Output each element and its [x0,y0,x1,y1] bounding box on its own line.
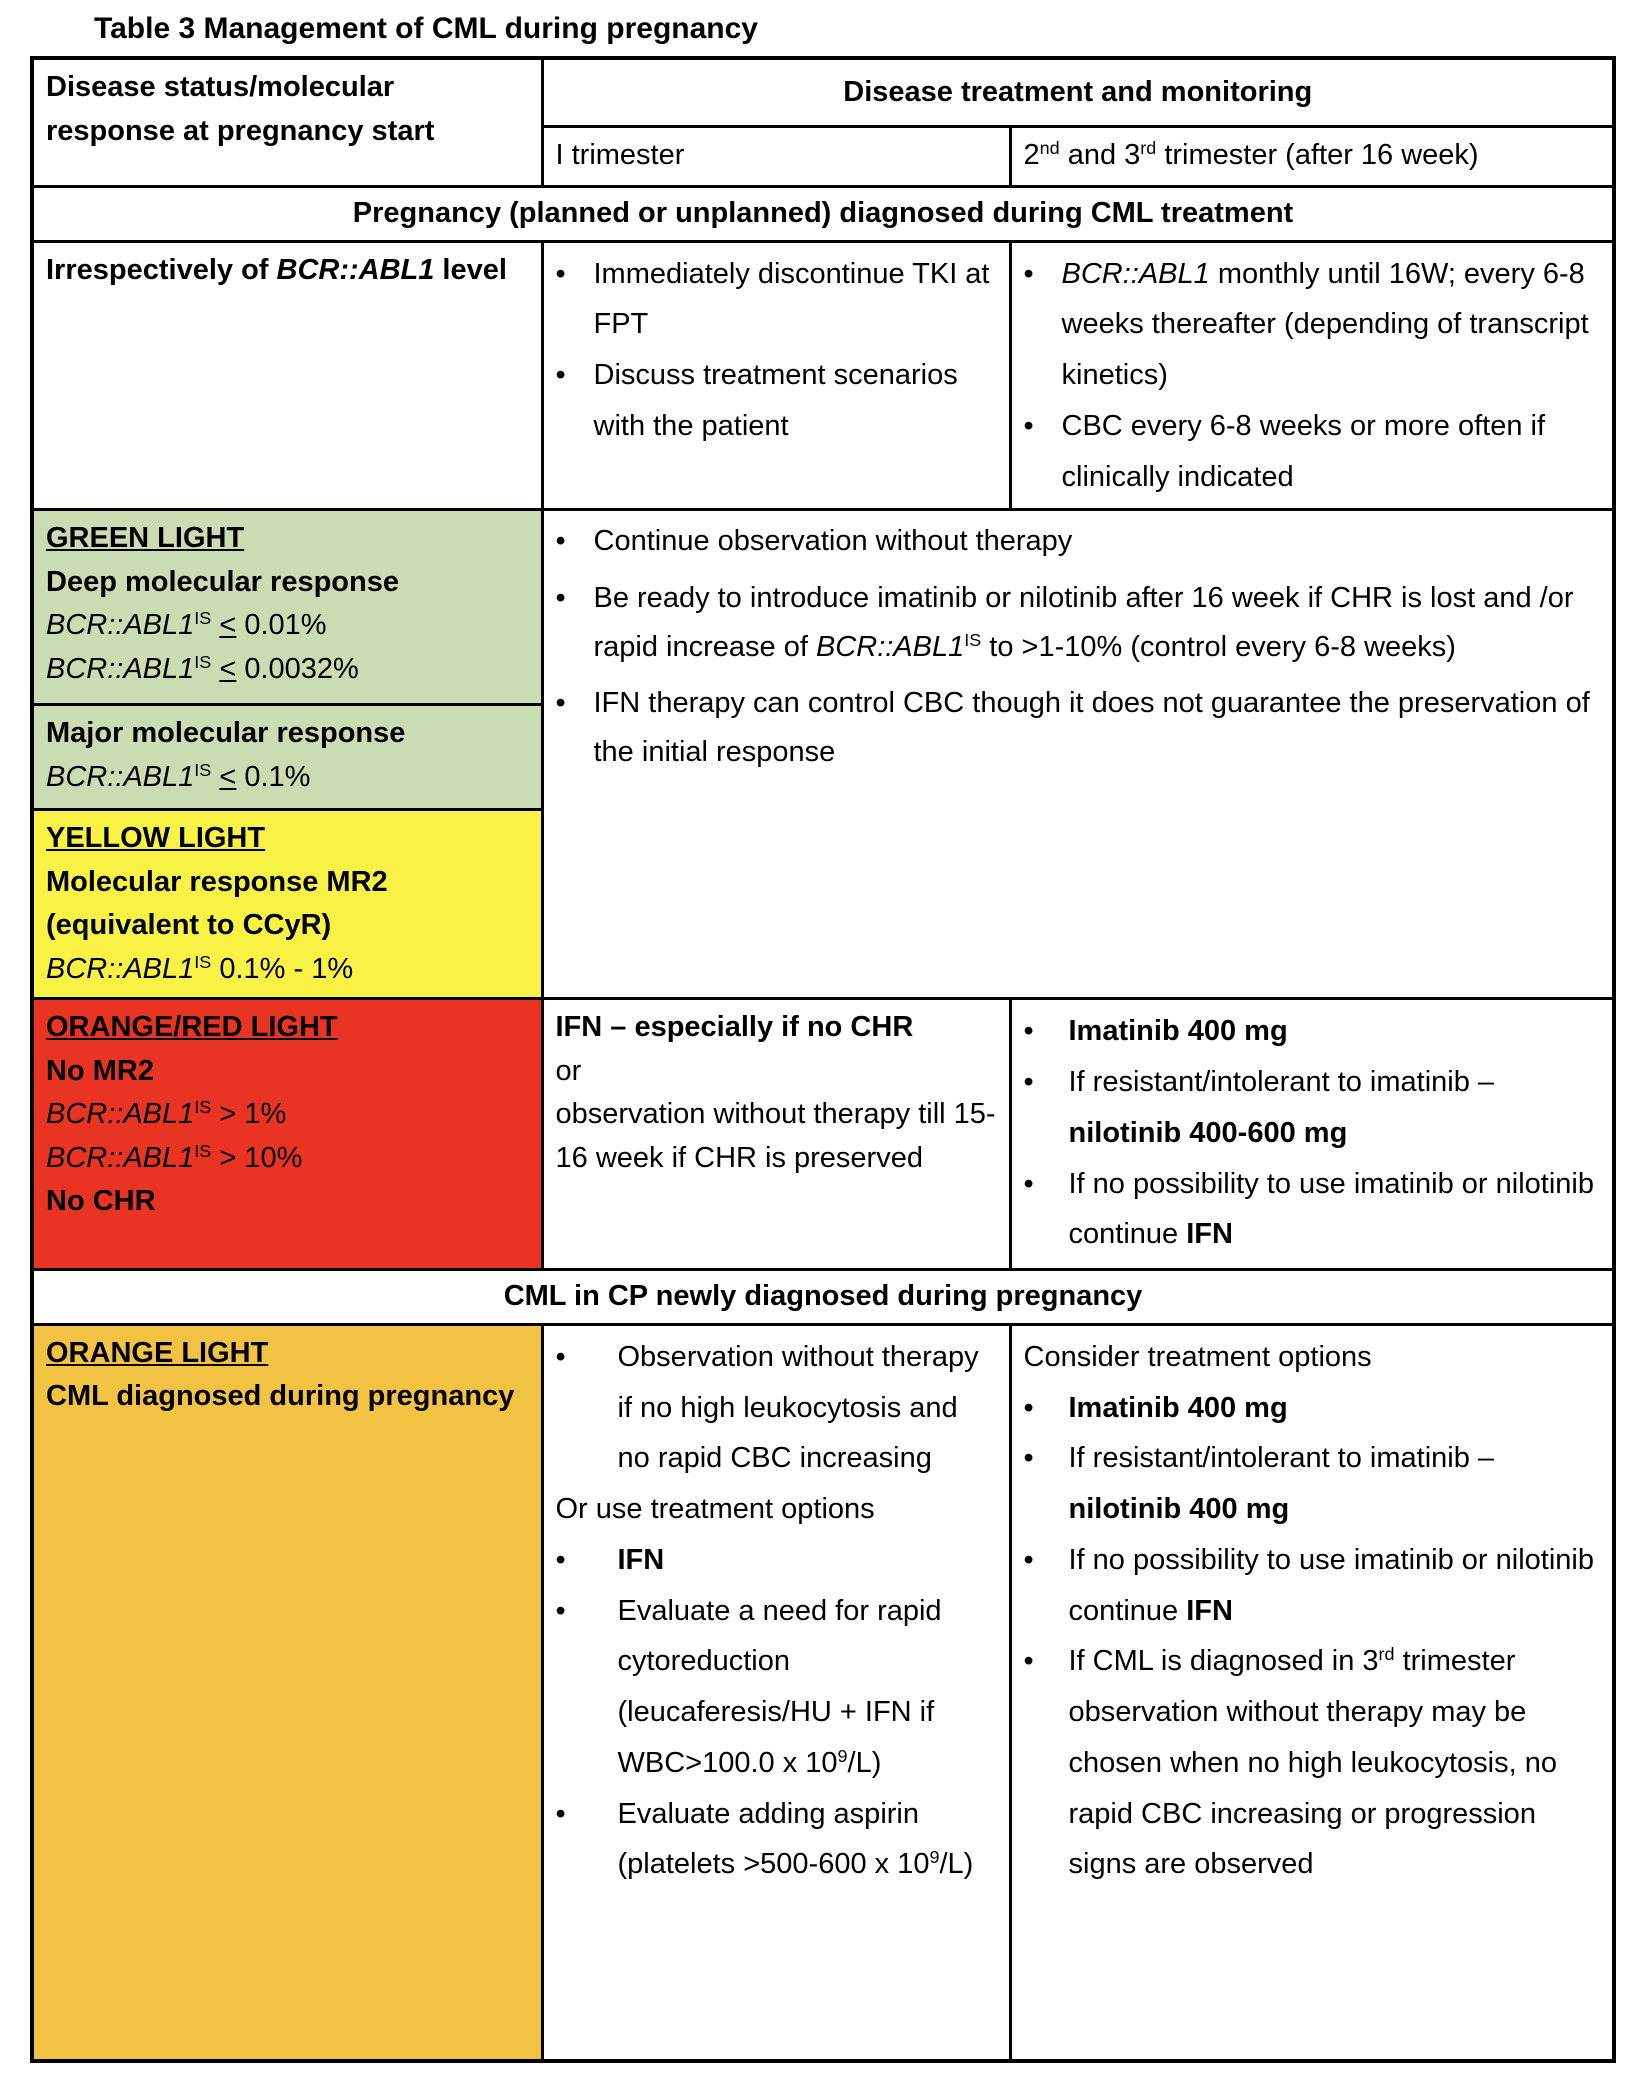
cell-trimester1-discontinue [542,241,1010,510]
text-line: 2nd and 3rd trimester (after 16 week) [1023,137,1479,171]
bullet-icon: • [1023,409,1034,442]
text-line: Irrespectively of BCR::ABL1 level [46,253,507,286]
cell-orange-red-light [32,999,542,1270]
text-line: observation without therapy till 15-16 week if CHR is preserved [555,1098,996,1174]
header-trimester-1-text [556,134,997,178]
header-treatment-monitoring-text [552,71,1605,115]
text-line: • BCR::ABL1 monthly until 16W; every 6-8 weeks thereafter (depending of transcript kinetics) [1024,249,1601,401]
text-line: IFN – especially if no CHR [555,1011,914,1044]
text-line: • Discuss treatment scenarios with the patient [556,350,997,452]
cell-newly-trimester1-options-text [556,1332,997,1890]
text-line: • IFN therapy can control CBC though it does not guarantee the preservation of the initial response [556,679,1601,776]
text-line: • Be ready to introduce imatinib or nilotinib after 16 week if CHR is lost and /or rapid increase of $BCR::ABL1^{IS}$ to >1-10% (control every 6-8 weeks) [556,574,1601,671]
bullet-icon: • [555,359,566,391]
text-line: GREEN LIGHT [46,522,245,555]
section-cml-newly-diagnosed [32,1270,1614,1325]
text-line: Or use treatment options [555,1493,875,1525]
text-line: • If resistant/intolerant to imatinib – nilotinib 400-600 mg [1024,1057,1601,1159]
text-line: Pregnancy (planned or unplanned) diagnosed during CML treatment [352,196,1294,229]
text-line: No CHR [46,1185,156,1218]
cell-yellow-light-mr2 [32,810,542,999]
cell-orange-light-diagnosed [32,1324,542,2061]
bullet-icon: • [1023,1167,1034,1200]
cell-newly-trimester23-options [1010,1324,1614,2061]
bullet-icon: • [1023,1442,1034,1475]
cell-irrespectively-level-text [46,249,529,293]
text-line: CML diagnosed during pregnancy [46,1380,515,1413]
text-line: • If CML is diagnosed in 3rd trimester observation without therapy may be chosen when no high leukocytosis, no rapid CBC increasing or progression signs are observed [1024,1636,1601,1890]
cell-green-yellow-management [542,510,1614,999]
text-line: • CBC every 6-8 weeks or more often if clinically indicated [1024,401,1601,503]
section-pregnancy-during-treatment-text [42,192,1604,236]
cell-red-trimester23-imatinib [1010,999,1614,1270]
text-line: YELLOW LIGHT [46,822,266,855]
text-line: • Continue observation without therapy [556,517,1601,566]
text-line: $BCR::ABL1^{IS}$ 0.1% - 1% [46,951,354,985]
cell-green-light-deep-response-text [46,517,529,691]
text-line: Consider treatment options [1023,1340,1372,1373]
bullet-icon: • [1023,1066,1034,1098]
cell-orange-red-light-text [46,1006,529,1224]
cell-red-trimester1-ifn [542,999,1010,1270]
text-line: • Observation without therapy if no high leukocytosis and no rapid CBC increasing [556,1332,997,1484]
text-line: $BCR::ABL1^{IS} > 10\%$ [46,1140,303,1174]
bullet-icon: • [555,1594,566,1627]
text-line: Disease treatment and monitoring [843,75,1313,108]
table-title: Table 3 Management of CML during pregnancy [94,12,758,45]
text-line: Molecular response MR2 [46,865,388,898]
section-cml-newly-diagnosed-text [42,1275,1604,1319]
header-trimester-1 [542,126,1010,186]
header-disease-status [32,58,542,186]
text-line: • If no possibility to use imatinib or nilotinib continue IFN [1024,1535,1601,1637]
text-line: I trimester [555,138,685,171]
text-line: No MR2 [46,1054,154,1087]
header-treatment-monitoring [542,58,1614,126]
cell-major-molecular-response [32,705,542,810]
bullet-icon: • [555,1340,566,1373]
cell-trimester23-monitoring [1010,241,1614,510]
text-line: response at pregnancy start [46,114,435,147]
text-line: Disease status/molecular [46,71,395,103]
bullet-icon: • [1023,1015,1034,1048]
bullet-icon: • [1023,1543,1034,1576]
cell-orange-light-diagnosed-text [46,1332,529,1419]
text-line: or [555,1054,582,1087]
cell-green-yellow-management-text [556,517,1601,777]
bullet-icon: • [555,581,566,614]
cell-red-trimester1-ifn-text [556,1006,997,1180]
text-line: ORANGE/RED LIGHT [46,1011,338,1044]
cell-trimester1-discontinue-text [556,249,997,452]
text-line: • If no possibility to use imatinib or nilotinib continue IFN [1024,1159,1601,1261]
bullet-icon: • [555,525,566,558]
text-line: CML in CP newly diagnosed during pregnancy [503,1280,1143,1313]
bullet-icon: • [555,257,566,290]
cell-red-trimester23-imatinib-text [1024,1006,1601,1260]
cell-yellow-light-mr2-text [46,817,529,991]
bullet-icon: • [1023,1391,1034,1424]
text-line: $BCR::ABL1^{IS} > 1\%$ [46,1097,287,1131]
text-line: • Imatinib 400 mg [1024,1006,1601,1057]
text-line: • IFN [556,1535,997,1586]
bullet-icon: • [1023,1645,1034,1678]
cell-newly-trimester23-options-text [1024,1332,1601,1890]
header-trimester-2-3 [1010,126,1614,186]
text-line: (equivalent to CCyR) [46,909,332,942]
text-line: ORANGE LIGHT [46,1336,269,1369]
bullet-icon: • [1023,257,1034,290]
bullet-icon: • [555,1543,566,1576]
text-line: • Immediately discontinue TKI at FPT [556,249,997,351]
text-line: • Imatinib 400 mg [1024,1383,1601,1434]
cell-newly-trimester1-options [542,1324,1010,2061]
header-disease-status-text [46,66,529,153]
header-trimester-2-3-text [1024,134,1601,178]
cell-major-molecular-response-text [46,712,529,799]
text-line: $BCR::ABL1^{IS} < 0.1\%$ [46,759,311,793]
text-line: $BCR::ABL1^{IS} < 0.0032\%$ [46,651,359,685]
section-pregnancy-during-treatment [32,186,1614,241]
text-line: • Evaluate a need for rapid cytoreduction (leucaferesis/HU + IFN if WBC>100.0 x $10^9/L$) [556,1586,997,1789]
cell-green-light-deep-response [32,510,542,705]
text-line: • If resistant/intolerant to imatinib – nilotinib 400 mg [1024,1433,1601,1535]
text-line: Deep molecular response [46,565,399,598]
cml-management-table [30,56,1616,2063]
cell-irrespectively-level [32,241,542,510]
bullet-icon: • [555,687,566,720]
cell-trimester23-monitoring-text [1024,249,1601,503]
bullet-icon: • [555,1797,566,1830]
text-line: • Evaluate adding aspirin (platelets >500-600 x $10^9/L$) [556,1789,997,1891]
text-line: Major molecular response [46,717,406,750]
text-line: $BCR::ABL1^{IS} < 0.01\%$ [46,608,327,642]
